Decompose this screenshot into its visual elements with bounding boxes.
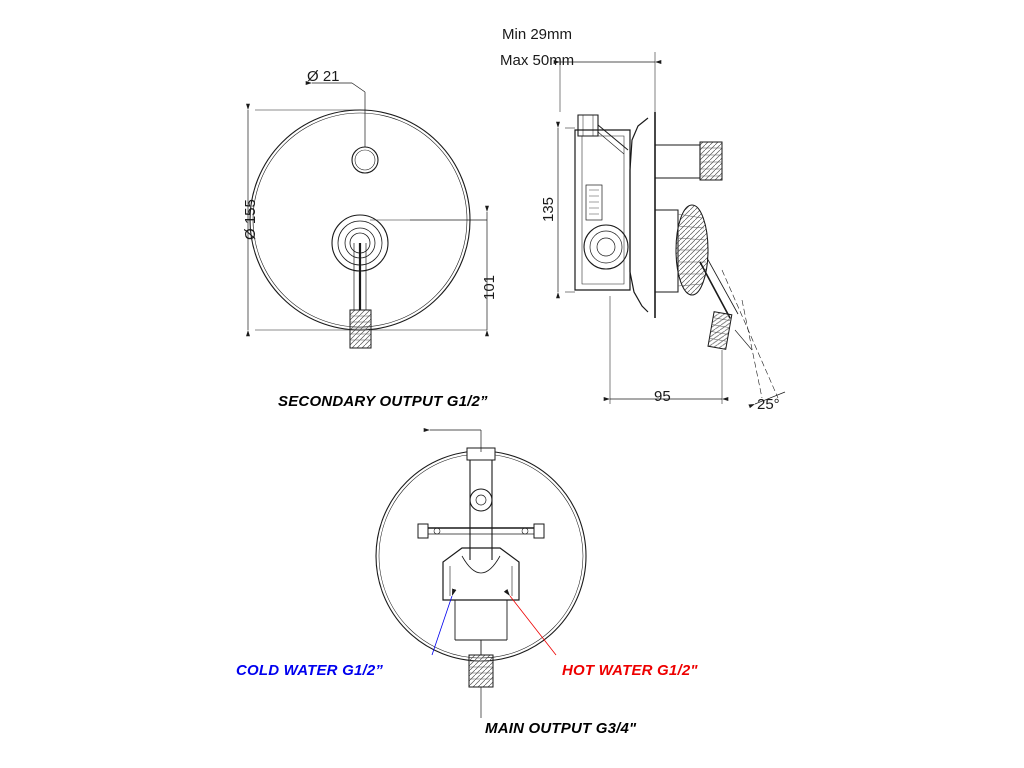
bottom-plate-outline <box>376 451 586 661</box>
dim-hole-diameter: Ø 21 <box>307 68 340 85</box>
spindle-shaft <box>655 145 700 178</box>
bottom-valve-body <box>443 548 519 600</box>
cold-inlet-arm <box>418 524 428 538</box>
dim-body-height: 135 <box>540 196 557 222</box>
lever-grip <box>708 312 732 350</box>
hot-inlet-arm <box>534 524 544 538</box>
port-main-output: MAIN OUTPUT G3/4" <box>485 720 637 737</box>
diverter-hole <box>352 147 378 173</box>
valve-body <box>575 130 630 290</box>
dim-handle-offset: 101 <box>481 274 498 300</box>
lever-arm <box>700 262 730 318</box>
port-secondary-output: SECONDARY OUTPUT G1/2” <box>278 393 488 410</box>
center-pivot <box>470 489 492 511</box>
dim-handle-angle: 25° <box>757 396 780 413</box>
dim-wall-depth-min: Min 29mm <box>502 26 573 43</box>
diverter-stem <box>578 115 598 136</box>
cartridge-outline <box>584 225 628 269</box>
front-view-group <box>248 83 487 348</box>
main-output-spigot <box>469 655 493 687</box>
dim-body-depth: 95 <box>654 388 671 405</box>
secondary-output-column <box>470 452 492 560</box>
port-cold-water: COLD WATER G1/2” <box>236 662 384 679</box>
dim-wall-depth-max: Max 50mm <box>500 52 575 69</box>
dim-plate-diameter: Ø 155 <box>242 199 259 240</box>
bottom-view-group <box>376 430 586 718</box>
port-hot-water: HOT WATER G1/2" <box>562 662 698 679</box>
side-view-group <box>558 52 785 404</box>
